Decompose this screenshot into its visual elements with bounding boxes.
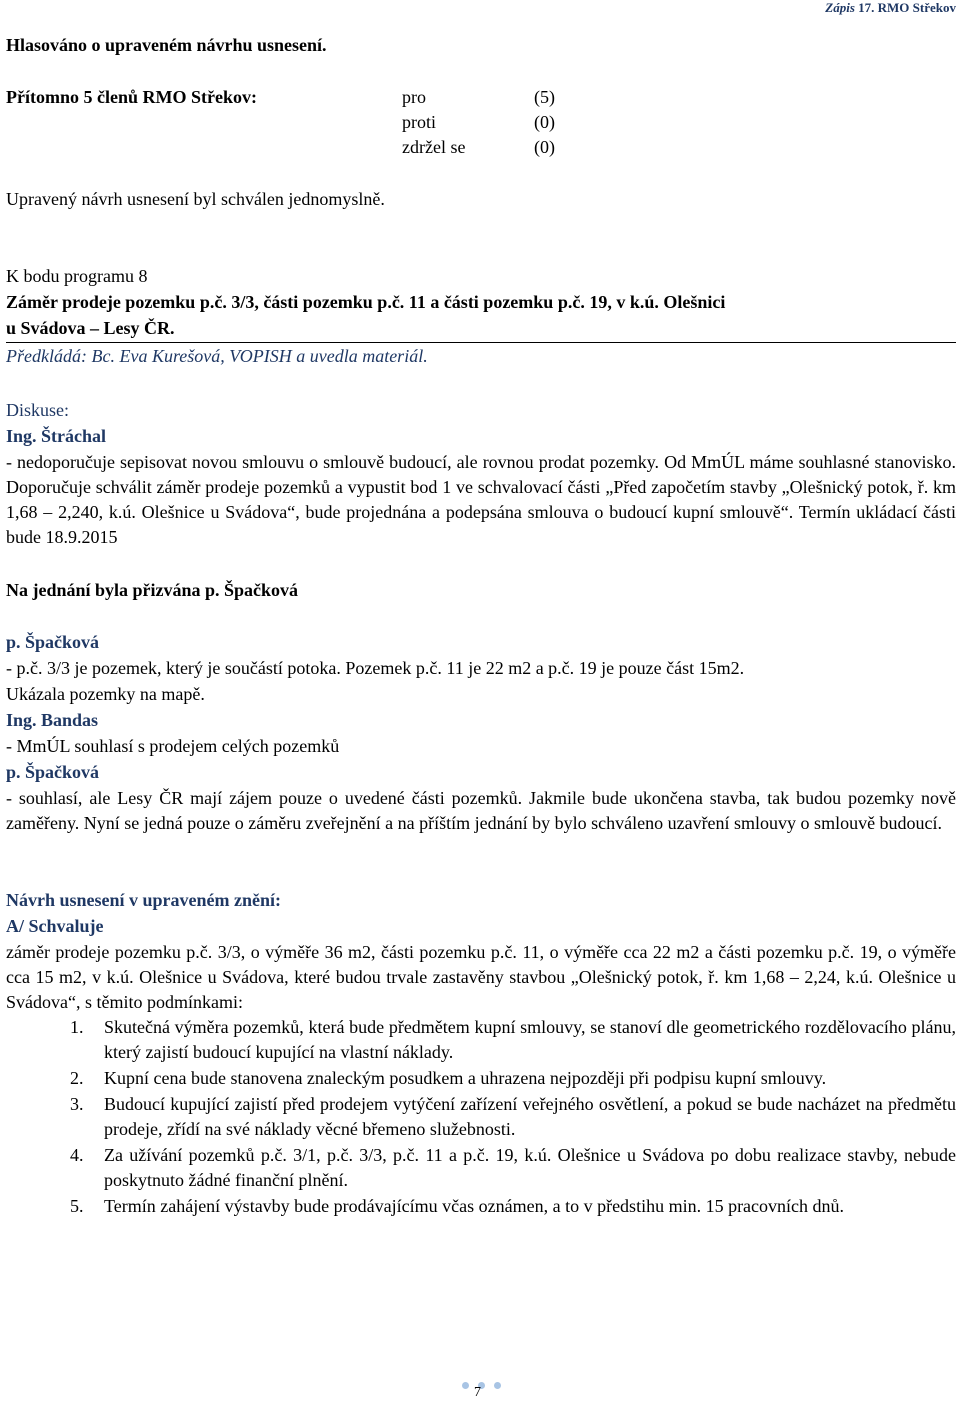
present-label: Přítomno 5 členů RMO Střekov: bbox=[6, 87, 257, 107]
agenda-item-number: K bodu programu 8 bbox=[6, 266, 148, 286]
speaker-bandas: Ing. Bandas bbox=[6, 710, 99, 730]
title-divider bbox=[6, 342, 956, 343]
agenda-item-title-2: u Svádova – Lesy ČR. bbox=[6, 318, 175, 338]
vote-count-zdrzel: (0) bbox=[534, 137, 555, 157]
vote-heading: Hlasováno o upraveném návrhu usnesení. bbox=[6, 35, 327, 55]
page-header bbox=[825, 0, 956, 16]
vote-count-pro: (5) bbox=[534, 87, 555, 107]
invited-line: Na jednání byla přizvána p. Špačková bbox=[6, 580, 299, 600]
condition-item: 5. Termín zahájení výstavby bude prodávajícímu včas oznámen, a to v předstihu min. 15 pracovních dnů. bbox=[70, 1196, 845, 1216]
vote-counts bbox=[534, 85, 555, 160]
proposal-heading: Návrh usnesení v upraveném znění: bbox=[6, 890, 282, 910]
conditions-list bbox=[6, 1015, 956, 1220]
page-number: 7 bbox=[474, 1385, 481, 1400]
condition-item: 1. Skutečná výměra pozemků, která bude předmětem kupní smlouvy, se stanoví dle geometrického rozdělovacího plánu, který zajistí budoucí kupující na vlastní náklady. bbox=[70, 1017, 956, 1062]
speaker-strachal: Ing. Štráchal bbox=[6, 426, 107, 446]
strachal-statement: - nedoporučuje sepisovat novou smlouvu o smlouvě budoucí, ale rovnou prodat pozemky. Od MmÚL máme souhlasné stanovisko. Doporučuje schválit záměr prodeje pozemků a vypustit bod 1 ve schvalovací části „Před započetím stavby „Olešnický potok, ř. km 1,68 – 2,240, k.ú. Olešnice u Svádova“, bude projednána a podepsána smlouva o budoucí kupní smlouvě“. Termín ukládací části bude 18.9.2015 bbox=[6, 452, 956, 547]
footer-dots-ornament bbox=[462, 1376, 510, 1394]
vote-labels bbox=[402, 85, 465, 160]
header-title: 17. RMO Střekov bbox=[858, 0, 956, 15]
condition-item: 4. Za užívání pozemků p.č. 3/1, p.č. 3/3, p.č. 11 a p.č. 19, k.ú. Olešnice u Svádova po dobu realizace stavby, nebude poskytnuto žádné finanční plnění. bbox=[70, 1145, 956, 1190]
condition-item: 2. Kupní cena bude stanovena znaleckým posudkem a uhrazena nejpozději při podpisu kupní smlouvy. bbox=[70, 1068, 827, 1088]
presenter-line: Předkládá: Bc. Eva Kurešová, VOPISH a uvedla materiál. bbox=[6, 346, 428, 366]
vote-result: Upravený návrh usnesení byl schválen jednomyslně. bbox=[6, 189, 385, 209]
proposal-subheading: A/ Schvaluje bbox=[6, 916, 104, 936]
vote-label-zdrzel: zdržel se bbox=[402, 137, 466, 157]
speaker-spackova-1: p. Špačková bbox=[6, 632, 100, 652]
vote-count-proti: (0) bbox=[534, 112, 555, 132]
spackova-statement-1a: - p.č. 3/3 je pozemek, který je součástí potoka. Pozemek p.č. 11 je 22 m2 a p.č. 19 je pouze část 15m2. bbox=[6, 658, 745, 678]
speaker-spackova-2: p. Špačková bbox=[6, 762, 100, 782]
proposal-intro: záměr prodeje pozemku p.č. 3/3, o výměře 36 m2, části pozemku p.č. 11, o výměře cca 22 m2 a části pozemku p.č. 19, o výměře cca 15 m2, v k.ú. Olešnice u Svádova, které budou trvale zastavěny stavbou „Olešnický potok, ř. km 1,68 – 2,24, k.ú. Olešnice u Svádova“, s těmito podmínkami: bbox=[6, 942, 956, 1012]
header-zapis: Zápis bbox=[825, 0, 855, 15]
discussion-label: Diskuse: bbox=[6, 400, 69, 420]
spackova-statement-1b: Ukázala pozemky na mapě. bbox=[6, 684, 205, 704]
vote-label-proti: proti bbox=[402, 112, 436, 132]
agenda-item-title-1: Záměr prodeje pozemku p.č. 3/3, části pozemku p.č. 11 a části pozemku p.č. 19, v k.ú. Olešnici bbox=[6, 292, 726, 312]
condition-item: 3. Budoucí kupující zajistí před prodejem vytýčení zařízení veřejného osvětlení, a pokud se bude nacházet na předmětu prodeje, zřídí na své náklady věcné břemeno služebnosti. bbox=[70, 1094, 956, 1139]
spackova-statement-2: - souhlasí, ale Lesy ČR mají zájem pouze o uvedené části pozemků. Jakmile bude ukončena stavba, tak budou pozemky nově zaměřeny. Nyní se jedná pouze o záměru zveřejnění a na příštím jednání by bylo schváleno uzavření smlouvy o smlouvě budoucí. bbox=[6, 788, 956, 833]
bandas-statement: - MmÚL souhlasí s prodejem celých pozemků bbox=[6, 736, 340, 756]
vote-label-pro: pro bbox=[402, 87, 426, 107]
